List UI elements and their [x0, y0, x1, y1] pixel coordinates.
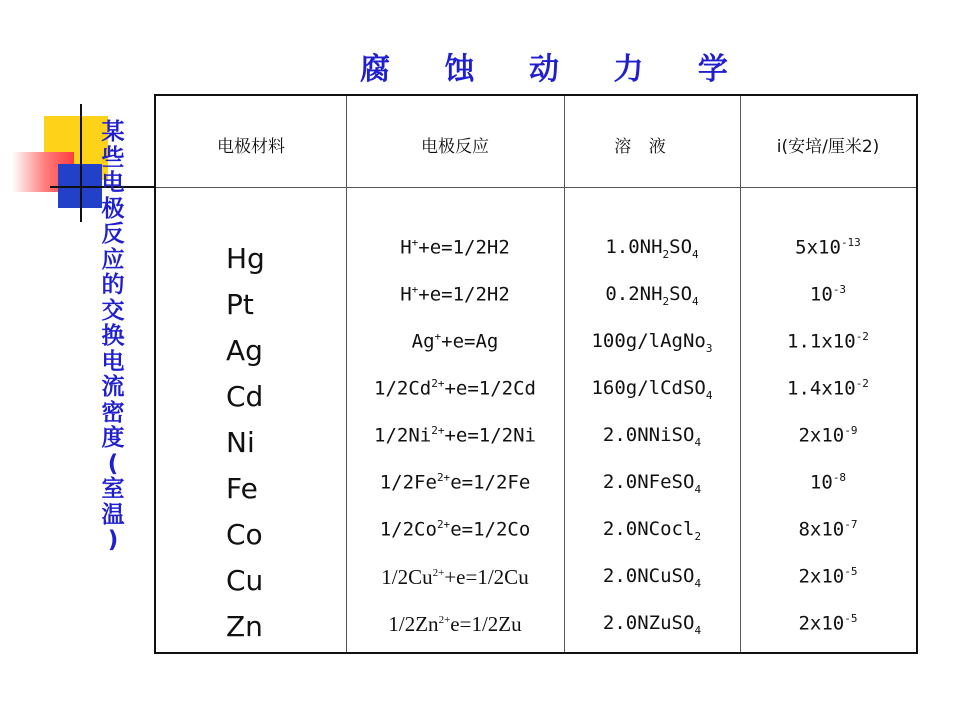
density-exponent: -8 [832, 471, 847, 484]
reaction-part: +e=1/2Cu [444, 565, 529, 589]
solution-cell [564, 236, 740, 261]
side-title-char: ( [107, 450, 119, 477]
side-title-char: 的 [101, 272, 125, 298]
header-electrode-material: 电极材料 [217, 137, 285, 157]
density-base: 2x10 [798, 612, 845, 635]
density-cell [740, 283, 916, 305]
side-title-char: ) [107, 527, 119, 553]
reaction-part: +e=Ag [441, 330, 499, 353]
density-base: 10 [809, 471, 833, 494]
solution-subscript: 4 [692, 294, 699, 308]
reaction-part: 1/2Fe [379, 471, 437, 494]
side-vertical-title [96, 120, 130, 554]
solution-cell [564, 565, 740, 590]
reaction-part: e=1/2Co [450, 518, 531, 541]
solution-part: 1.0NH [605, 236, 663, 258]
reaction-part: 1/2Co [379, 518, 437, 541]
reaction-charge: 2+ [432, 567, 445, 579]
header-divider [156, 187, 916, 188]
density-cell [740, 471, 916, 493]
material-cell: Co [226, 518, 263, 551]
material-cell: Zn [226, 610, 263, 643]
reaction-cell [346, 471, 564, 493]
side-title-char: 室 [101, 476, 125, 502]
density-exponent: -13 [840, 236, 861, 249]
reaction-part: 1/2Ni [374, 424, 432, 447]
reaction-part: e=1/2Zu [450, 612, 522, 636]
reaction-part: +e=1/2Ni [444, 424, 536, 447]
solution-part: 2.0NFeSO [602, 471, 695, 493]
density-exponent: -2 [855, 330, 869, 343]
reaction-charge: 2+ [431, 377, 445, 390]
header-electrode-reaction: 电极反应 [421, 137, 489, 157]
reaction-charge: + [411, 236, 419, 249]
solution-subscript: 2 [662, 247, 670, 261]
density-base: 8x10 [798, 518, 845, 541]
density-exponent: -2 [855, 377, 869, 390]
side-title-char: 交 [101, 297, 125, 324]
solution-cell [564, 377, 740, 402]
reaction-part: +e=1/2H2 [418, 236, 510, 259]
material-cell: Cu [226, 564, 264, 597]
solution-part: 2.0NCuSO [602, 565, 695, 587]
density-cell [740, 330, 916, 352]
material-cell: Fe [226, 472, 258, 505]
solution-cell [564, 471, 740, 496]
material-cell: Ni [226, 426, 255, 459]
solution-cell [564, 283, 740, 308]
reaction-charge: 2+ [436, 471, 451, 484]
reaction-part: +e=1/2Cd [444, 377, 536, 400]
density-exponent: -5 [844, 612, 858, 625]
material-cell: Cd [226, 380, 264, 413]
material-cell: Ag [226, 334, 263, 367]
reaction-charge: + [434, 330, 442, 343]
solution-part: 2.0NNiSO [602, 424, 695, 446]
density-exponent: -5 [844, 565, 858, 578]
slide-title: 腐 蚀 动 力 学 [360, 52, 750, 87]
side-title-char: 流 [101, 374, 125, 400]
reaction-cell [346, 612, 564, 637]
material-cell: Hg [226, 242, 265, 275]
reaction-charge: 2+ [436, 518, 451, 531]
density-base: 2x10 [798, 424, 845, 447]
reaction-cell [346, 377, 564, 399]
reaction-cell [346, 236, 564, 258]
solution-cell [564, 612, 740, 637]
solution-subscript: 2 [662, 294, 670, 308]
density-base: 1.1x10 [787, 330, 856, 353]
reaction-part: H [400, 236, 412, 259]
density-base: 5x10 [795, 236, 841, 259]
reaction-part: 1/2Cd [374, 377, 432, 400]
side-title-char: 极 [101, 195, 125, 222]
solution-subscript: 4 [694, 576, 702, 590]
solution-subscript: 4 [694, 623, 702, 637]
solution-part: 0.2NH [605, 283, 663, 305]
solution-part: 160g/lCdSO [591, 377, 706, 399]
reaction-cell [346, 424, 564, 446]
reaction-cell [346, 330, 564, 352]
solution-part: SO [669, 236, 693, 258]
density-exponent: -7 [844, 518, 858, 531]
exchange-current-table [154, 94, 918, 654]
side-title-char: 某 [101, 119, 125, 145]
reaction-part: 1/2Zn [388, 612, 439, 636]
side-title-char: 温 [101, 501, 125, 528]
solution-cell [564, 518, 740, 543]
material-cell: Pt [226, 288, 254, 321]
reaction-cell [346, 283, 564, 305]
header-current-density: i(安培/厘米2) [776, 137, 880, 157]
decor-vertical-line [80, 104, 82, 222]
reaction-charge: + [411, 283, 419, 296]
reaction-part: 1/2Cu [381, 565, 433, 589]
reaction-charge: 2+ [431, 424, 445, 437]
side-title-char: 换 [101, 323, 125, 349]
density-exponent: -3 [832, 283, 847, 296]
side-title-char: 些 [101, 144, 125, 171]
solution-subscript: 4 [692, 247, 699, 261]
reaction-cell [346, 518, 564, 540]
reaction-part: Ag [411, 330, 435, 353]
density-cell [740, 612, 916, 634]
header-solution: 溶 液 [614, 137, 672, 157]
density-cell [740, 565, 916, 587]
solution-subscript: 4 [694, 435, 702, 449]
density-base: 1.4x10 [787, 377, 856, 400]
density-base: 2x10 [798, 565, 845, 588]
side-title-char: 度 [101, 425, 125, 451]
solution-cell [564, 424, 740, 449]
side-title-char: 密 [101, 399, 125, 426]
reaction-cell [346, 565, 564, 590]
side-title-char: 应 [101, 246, 125, 273]
solution-subscript: 4 [694, 482, 702, 496]
reaction-part: +e=1/2H2 [418, 283, 510, 306]
solution-subscript: 4 [705, 388, 713, 402]
density-base: 10 [809, 283, 833, 306]
side-title-char: 反 [101, 221, 125, 247]
solution-cell [564, 330, 740, 355]
reaction-charge: 2+ [438, 614, 451, 626]
solution-part: SO [669, 283, 693, 305]
solution-part: 2.0NCocl [602, 518, 695, 540]
reaction-part: e=1/2Fe [450, 471, 531, 494]
reaction-part: H [400, 283, 412, 306]
solution-part: 2.0NZuSO [602, 612, 695, 634]
solution-subscript: 2 [694, 529, 702, 543]
side-title-char: 电 [101, 170, 125, 196]
solution-subscript: 3 [705, 341, 713, 355]
density-cell [740, 424, 916, 446]
density-cell [740, 518, 916, 540]
density-cell [740, 377, 916, 399]
side-title-char: 电 [101, 348, 125, 375]
density-exponent: -9 [844, 424, 858, 437]
density-cell [740, 236, 916, 258]
solution-part: 100g/lAgNo [591, 330, 706, 352]
